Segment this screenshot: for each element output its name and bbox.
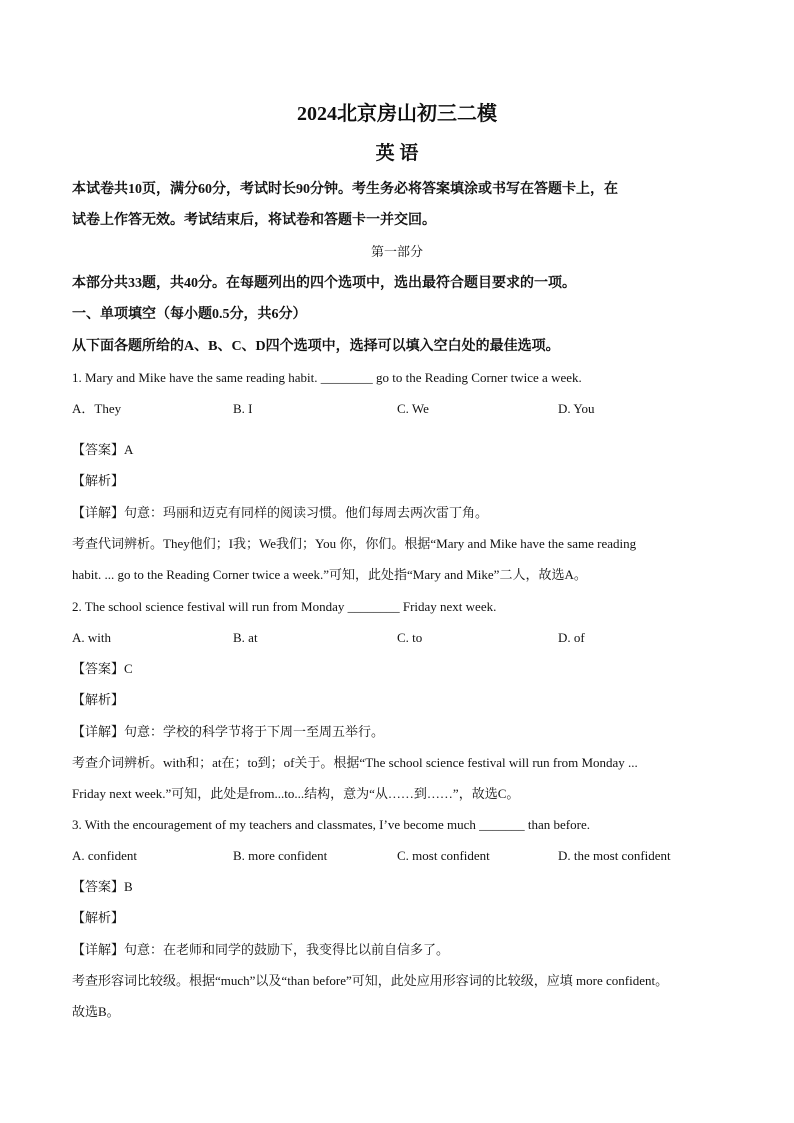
question-stem-2: 2. The school science festival will run from Monday ________ Friday next week. [72, 599, 497, 614]
analysis-1: 【解析】 [72, 473, 125, 488]
question-stem-1: 1. Mary and Mike have the same reading habit. ________ go to the Reading Corner twice a week. [72, 370, 582, 385]
option-c-2: C. to [397, 630, 423, 645]
analysis-2: 【解析】 [72, 692, 125, 707]
question-stem-3: 3. With the encouragement of my teachers and classmates, I’ve become much _______ than before. [72, 817, 590, 832]
option-b-3: B. more confident [233, 848, 328, 863]
explanation-2a: 考查介词辨析。with和；at在；to到；of关于。根据“The school science festival will run from Monday ... [72, 755, 638, 770]
answer-1: 【答案】A [72, 442, 134, 457]
answer-3: 【答案】B [72, 879, 133, 894]
subject-title: 英 语 [375, 143, 419, 164]
option-d-3: D. the most confident [558, 848, 671, 863]
section-heading: 一、单项填空（每小题0.5分，共6分） [72, 307, 307, 322]
explanation-3b: 故选B。 [72, 1004, 120, 1019]
intro-line-1: 本试卷共10页，满分60分，考试时长90分钟。考生务必将答案填涂或书写在答题卡上，在 [72, 182, 618, 197]
option-b-2: B. at [233, 630, 258, 645]
answer-2: 【答案】C [72, 661, 133, 676]
option-a-1: A．They [72, 401, 122, 416]
section-instruction: 从下面各题所给的A、B、C、D四个选项中，选择可以填入空白处的最佳选项。 [72, 339, 560, 354]
option-d-1: D. You [558, 401, 595, 416]
analysis-3: 【解析】 [72, 910, 125, 925]
explanation-1a: 考查代词辨析。They他们；I我；We我们；You 你，你们。根据“Mary and Mike have the same reading [72, 536, 637, 551]
exam-title: 2024北京房山初三二模 [297, 103, 497, 125]
option-a-2: A. with [72, 630, 111, 645]
part-title: 第一部分 [370, 244, 423, 259]
part-note: 本部分共33题，共40分。在每题列出的四个选项中，选出最符合题目要求的一项。 [72, 276, 576, 291]
detail-1: 【详解】句意：玛丽和迈克有同样的阅读习惯。他们每周去两次雷丁角。 [72, 505, 489, 520]
explanation-3a: 考查形容词比较级。根据“much”以及“than before”可知，此处应用形容词的比较级，应填 more confident。 [72, 973, 669, 988]
detail-3: 【详解】句意：在老师和同学的鼓励下，我变得比以前自信多了。 [72, 942, 450, 957]
option-a-3: A. confident [72, 848, 137, 863]
option-b-1: B. I [233, 401, 253, 416]
explanation-1b: habit. ... go to the Reading Corner twice a week.”可知，此处指“Mary and Mike”二人，故选A。 [72, 567, 587, 582]
option-c-1: C. We [397, 401, 429, 416]
option-c-3: C. most confident [397, 848, 490, 863]
detail-2: 【详解】句意：学校的科学节将于下周一至周五举行。 [72, 724, 385, 739]
option-d-2: D. of [558, 630, 585, 645]
intro-line-2: 试卷上作答无效。考试结束后，将试卷和答题卡一并交回。 [72, 213, 436, 228]
explanation-2b: Friday next week.”可知，此处是from...to...结构，意为“从……到……”，故选C。 [72, 786, 520, 801]
